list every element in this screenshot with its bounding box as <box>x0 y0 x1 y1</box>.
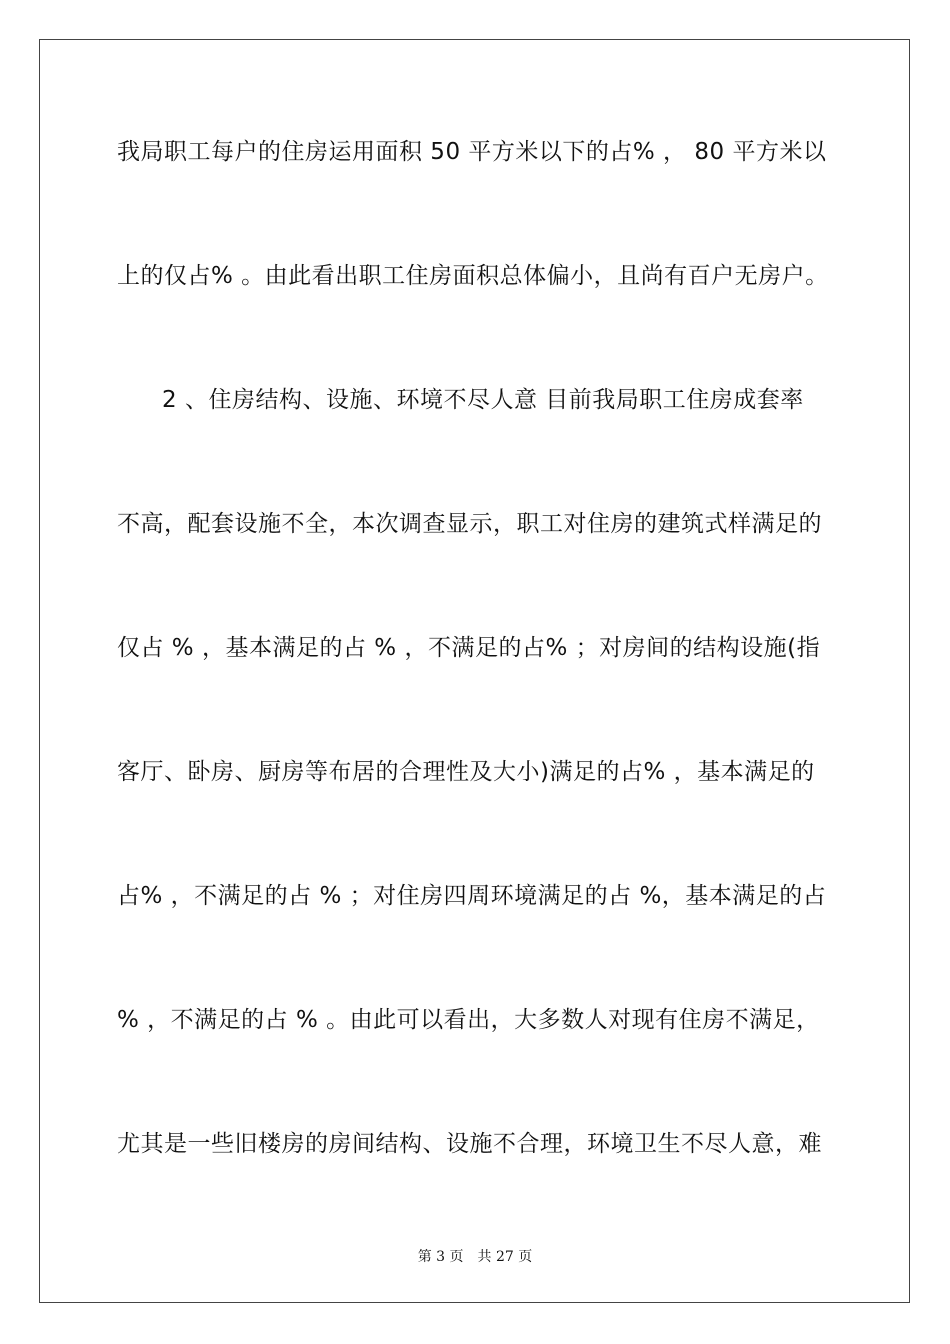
text-line-1: 我局职工每户的住房运用面积 50 平方米以下的占% ， 80 平方米以 <box>117 139 827 165</box>
text-line-5: 仅占 % ，基本满足的占 % ，不满足的占% ；对房间的结构设施(指 <box>117 635 821 661</box>
page-number-footer: 第 3 页 共 27 页 <box>417 1249 533 1265</box>
page-frame <box>39 39 910 1303</box>
text-line-9: 尤其是一些旧楼房的房间结构、设施不合理，环境卫生不尽人意，难 <box>117 1131 822 1157</box>
text-line-7: 占% ，不满足的占 % ；对住房四周环境满足的占 %，基本满足的占 <box>117 883 827 909</box>
text-line-3: 2 、住房结构、设施、环境不尽人意 目前我局职工住房成套率 <box>162 387 804 413</box>
text-line-2: 上的仅占% 。由此看出职工住房面积总体偏小，且尚有百户无房户。 <box>117 263 829 289</box>
text-line-4: 不高，配套设施不全，本次调查显示，职工对住房的建筑式样满足的 <box>117 511 822 537</box>
text-line-6: 客厅、卧房、厨房等布居的合理性及大小)满足的占% ，基本满足的 <box>117 759 815 785</box>
text-line-8: % ，不满足的占 % 。由此可以看出，大多数人对现有住房不满足， <box>117 1007 820 1033</box>
